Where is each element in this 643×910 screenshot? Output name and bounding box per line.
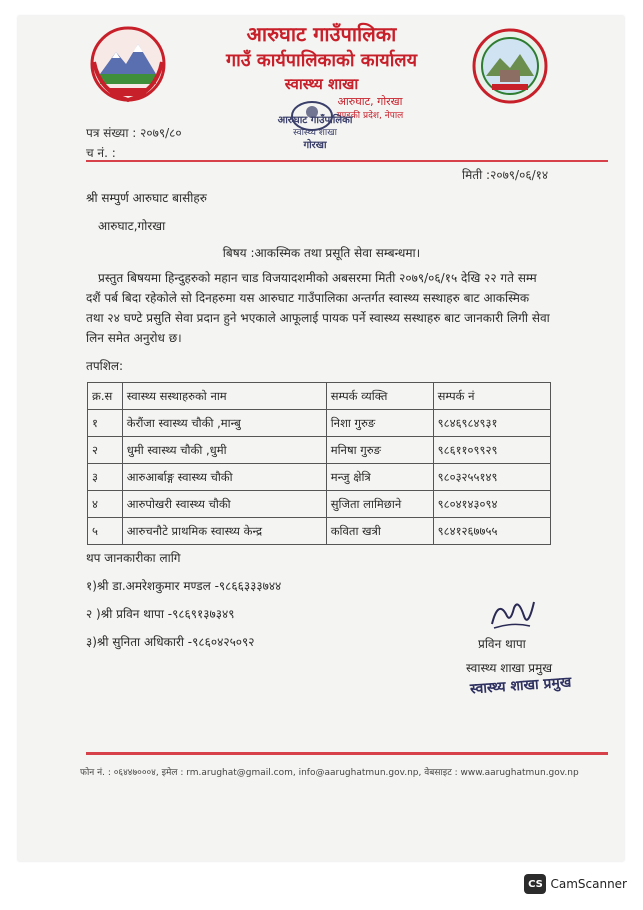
cell-contact-person: मन्जु क्षेत्रि [326, 464, 433, 491]
col-header-institution: स्वास्थ्य सस्थाहरुको नाम [122, 383, 326, 410]
cell-contact-person: निशा गुरुङ [326, 410, 433, 437]
col-header-sn: क्र.स [88, 383, 123, 410]
title-stamp: स्वास्थ्य शाखा प्रमुख [469, 674, 572, 698]
col-header-contact-number: सम्पर्क नं [433, 383, 550, 410]
cell-sn: ३ [88, 464, 123, 491]
cell-institution: आरुचनौटे प्राथमिक स्वास्थ्य केन्द्र [122, 518, 326, 545]
contact-2: २ )श्री प्रविन थापा -९८६९१३७३४९ [86, 607, 235, 621]
org-name: आरुघाट गाउँपालिका [246, 22, 397, 46]
contact-1: १)श्री डा.अमरेशकुमार मण्डल -९८६६३३३७४४ [86, 579, 282, 593]
footer-divider [86, 752, 608, 755]
body-line-4: लिन समेत अनुरोध छ। [86, 331, 182, 345]
table-row [88, 464, 551, 491]
cell-sn: ४ [88, 491, 123, 518]
col-header-contact-person: सम्पर्क व्यक्ति [326, 383, 433, 410]
cell-institution: आरुआर्बाङ्ग स्वास्थ्य चौकी [122, 464, 326, 491]
letter-date: मिती :२०७९/०६/१४ [462, 168, 549, 182]
municipality-logo [470, 26, 550, 106]
cell-sn: १ [88, 410, 123, 437]
cell-institution: केरौंजा स्वास्थ्य चौकी ,मान्बु [122, 410, 326, 437]
subject-line: बिषय :आकस्मिक तथा प्रसूति सेवा सम्बन्धमा। [222, 246, 421, 260]
camscanner-watermark [524, 874, 627, 894]
org-province: गण्डकी प्रदेश, नेपाल [336, 111, 404, 121]
cell-institution: आरुपोखरी स्वास्थ्य चौकी [122, 491, 326, 518]
cell-sn: ५ [88, 518, 123, 545]
table-row [88, 410, 551, 437]
stamp-line2: स्वास्थ्य शाखा [293, 128, 337, 138]
body-line-3: तथा २४ घण्टे प्रसुति सेवा प्रदान हुने भएकाले आफूलाई पायक पर्ने स्वास्थ्य सस्थाहरु बाट जानकारी लिगी सेवा [86, 311, 550, 325]
cell-contact-person: सुजिता लामिछाने [326, 491, 433, 518]
cell-institution: धुमी स्वास्थ्य चौकी ,धुमी [122, 437, 326, 464]
cell-contact-number: ९८४१२६७७५५ [433, 518, 550, 545]
body-line-2: दशैं पर्ब बिदा रहेकोले सो दिनहरुमा यस आरुघाट गाउँपालिका अन्तर्गत स्वास्थ्य सस्थाहरु बाट आकस्मिक [86, 291, 530, 305]
header-divider [86, 160, 608, 162]
org-address: आरुघाट, गोरखा [337, 95, 403, 108]
signatory-name: प्रविन थापा [478, 637, 526, 651]
signatory-title: स्वास्थ्य शाखा प्रमुख [466, 661, 553, 675]
addressee-name: श्री सम्पुर्ण आरुघाट बासीहरु [86, 191, 207, 205]
table-row [88, 437, 551, 464]
cell-contact-number: ९८४६९८४९३१ [433, 410, 550, 437]
dispatch-number: च नं. : [86, 146, 116, 160]
org-branch: स्वास्थ्य शाखा [284, 75, 359, 93]
cell-contact-number: ९८६११०९९२९ [433, 437, 550, 464]
addressee-address: आरुघाट,गोरखा [98, 219, 166, 233]
camscanner-label: CamScanner [550, 877, 627, 891]
more-info-heading: थप जानकारीका लागि [86, 551, 181, 565]
cell-sn: २ [88, 437, 123, 464]
footer-contact: फोन नं. : ०६४४७०००४, इमेल : rm.arughat@gmail.com, info@aarughatmun.gov.np, वेबसाइट : www.aarughatmun.gov.np [80, 768, 579, 778]
stamp-line3: गोरखा [303, 140, 327, 151]
body-line-1: प्रस्तुत बिषयमा हिन्दुहरुको महान चाड विजयादशमीको अबसरमा मिती २०७९/०६/१५ देखि २२ गते सम्म [98, 271, 537, 285]
health-institutions-table [87, 382, 551, 545]
cell-contact-person: कविता खत्री [326, 518, 433, 545]
org-office: गाउँ कार्यपालिकाको कार्यालय [225, 50, 418, 71]
table-row [88, 491, 551, 518]
letter-number: पत्र संख्या : २०७९/८० [86, 126, 182, 140]
cell-contact-number: ९८०४१४३०९४ [433, 491, 550, 518]
table-header-row [88, 383, 551, 410]
details-heading: तपशिल: [86, 359, 124, 373]
cell-contact-number: ९८०३२५५१४९ [433, 464, 550, 491]
stamp-line1: आरुघाट गाउँपालिका [277, 115, 353, 126]
cell-contact-person: मनिषा गुरुङ [326, 437, 433, 464]
handwritten-signature [484, 594, 540, 636]
camscanner-icon: CS [524, 874, 546, 894]
table-row [88, 518, 551, 545]
contact-3: ३)श्री सुनिता अधिकारी -९८६०४२५०९२ [86, 635, 255, 649]
